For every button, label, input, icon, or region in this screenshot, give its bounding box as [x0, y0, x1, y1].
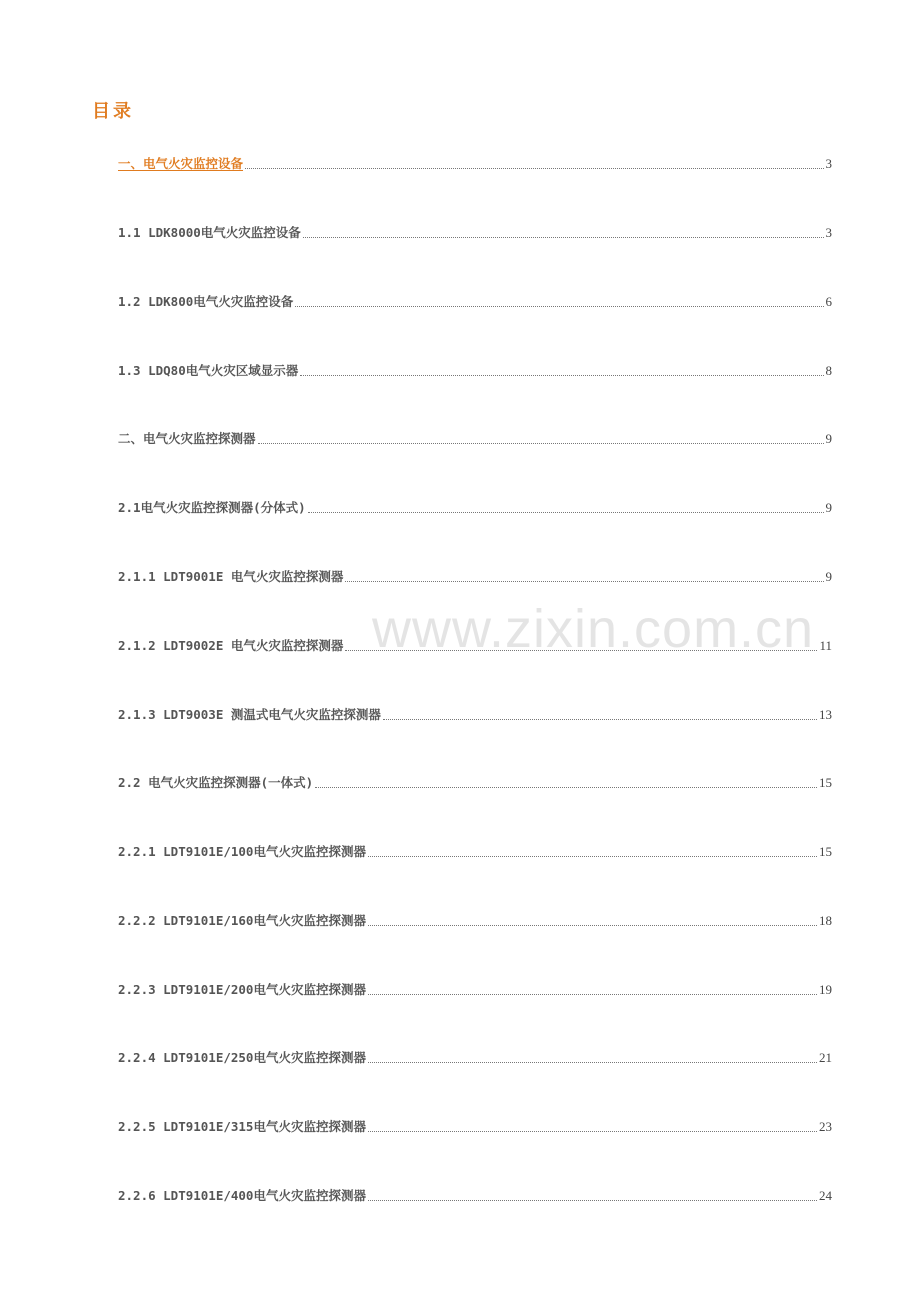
toc-entry-label: 2.2.2 LDT9101E/160电气火灾监控探测器	[118, 913, 366, 928]
toc-entry[interactable]	[118, 772, 832, 792]
toc-entry-page: 15	[819, 775, 832, 790]
toc-entry-page: 19	[819, 982, 832, 997]
toc-entry[interactable]	[118, 910, 832, 930]
toc-entry-page: 3	[825, 225, 832, 240]
toc-entry-page: 24	[819, 1188, 832, 1203]
toc-entry-label: 2.1.2 LDT9002E 电气火灾监控探测器	[118, 638, 344, 653]
toc-entry-page: 6	[825, 294, 832, 309]
dot-leader	[245, 167, 823, 169]
toc-entry-label: 2.1.3 LDT9003E 测温式电气火灾监控探测器	[118, 707, 381, 722]
toc-entry[interactable]	[118, 153, 832, 173]
toc-entry-page: 3	[825, 156, 832, 171]
dot-leader	[303, 236, 824, 238]
toc-entry[interactable]	[118, 1047, 832, 1067]
toc-entry-label: 二、电气火灾监控探测器	[118, 431, 256, 446]
dot-leader	[368, 1061, 817, 1063]
toc-entry-label: 2.2.5 LDT9101E/315电气火灾监控探测器	[118, 1119, 366, 1134]
toc-entry[interactable]	[118, 360, 832, 380]
toc-entry[interactable]	[118, 291, 832, 311]
dot-leader	[368, 855, 817, 857]
dot-leader	[308, 511, 824, 513]
toc-entry-page: 9	[825, 569, 832, 584]
toc-entry-page: 9	[825, 431, 832, 446]
toc-title: 目录	[92, 101, 134, 122]
toc-entry-label: 1.1 LDK8000电气火灾监控设备	[118, 225, 301, 240]
dot-leader	[295, 305, 823, 307]
toc-entry-label: 1.3 LDQ80电气火灾区域显示器	[118, 363, 299, 378]
dot-leader	[368, 924, 817, 926]
toc-entry[interactable]	[118, 222, 832, 242]
toc-entry-label: 1.2 LDK800电气火灾监控设备	[118, 294, 294, 309]
toc-entry-label: 一、电气火灾监控设备	[118, 156, 244, 171]
toc-entry[interactable]	[118, 566, 832, 586]
toc-entry-label: 2.2.6 LDT9101E/400电气火灾监控探测器	[118, 1188, 366, 1203]
toc-entry-page: 15	[819, 844, 832, 859]
dot-leader	[258, 442, 824, 444]
dot-leader	[345, 580, 823, 582]
dot-leader	[368, 1199, 817, 1201]
toc-entry-page: 8	[825, 363, 832, 378]
toc-entry-page: 23	[819, 1119, 832, 1134]
dot-leader	[300, 374, 823, 376]
toc-entry[interactable]	[118, 635, 832, 655]
toc-entry[interactable]	[118, 704, 832, 724]
toc-entry-page: 21	[819, 1050, 832, 1065]
toc-entry-page: 9	[825, 500, 832, 515]
dot-leader	[383, 718, 817, 720]
toc-entry[interactable]	[118, 1185, 832, 1205]
toc-entry-label: 2.1电气火灾监控探测器(分体式)	[118, 500, 306, 515]
toc-entry[interactable]	[118, 1116, 832, 1136]
toc-entry[interactable]	[118, 979, 832, 999]
toc-entry[interactable]	[118, 428, 832, 448]
toc-entry-page: 11	[819, 638, 832, 653]
dot-leader	[315, 786, 817, 788]
toc-entry-label: 2.1.1 LDT9001E 电气火灾监控探测器	[118, 569, 344, 584]
dot-leader	[345, 649, 817, 651]
dot-leader	[368, 1130, 817, 1132]
toc-entry-label: 2.2.3 LDT9101E/200电气火灾监控探测器	[118, 982, 366, 997]
toc-entry[interactable]	[118, 497, 832, 517]
toc-entry[interactable]	[118, 841, 832, 861]
toc-entry-label: 2.2 电气火灾监控探测器(一体式)	[118, 775, 314, 790]
toc-entry-label: 2.2.1 LDT9101E/100电气火灾监控探测器	[118, 844, 366, 859]
dot-leader	[368, 993, 817, 995]
watermark: www.zixin.com.cn	[372, 599, 815, 659]
toc-entry-page: 18	[819, 913, 832, 928]
toc-entry-label: 2.2.4 LDT9101E/250电气火灾监控探测器	[118, 1050, 366, 1065]
toc-entry-page: 13	[819, 707, 832, 722]
